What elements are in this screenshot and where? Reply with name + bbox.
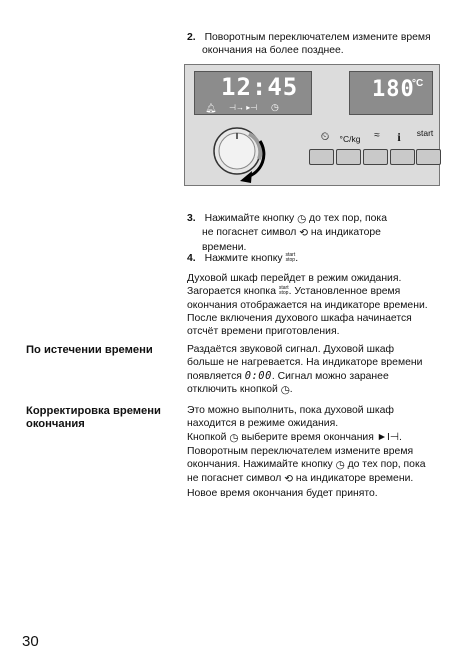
bell-icon: 🔔︎ [205, 103, 217, 113]
section-body: Раздаётся звуковой сигнал. Духовой шкаф больше не нагревается. На индикаторе времени появляется 0:00. Сигнал можно заранее отключить кнопкой ◷. [187, 344, 423, 396]
cycle-arrows-icon: ⟲ [284, 474, 293, 486]
clock-icon: ◷ [271, 102, 279, 112]
rotary-knob[interactable] [207, 119, 277, 185]
clock-icon: ◷ [280, 384, 290, 396]
clock-icon: ◷ [297, 214, 307, 225]
step-number: 2. [187, 32, 196, 43]
section-heading: По истечении времени [26, 344, 153, 356]
start-stop-icon: start stop [278, 285, 289, 297]
step-text: времени. [202, 241, 247, 253]
section-heading: Корректировка времени окончания [26, 405, 161, 430]
start-label: start [416, 128, 434, 138]
step-number: 3. [187, 213, 196, 224]
time-display [194, 71, 312, 115]
cycle-arrows-icon: ⟲ [299, 228, 308, 240]
temperature-display [349, 71, 433, 115]
step-4: 4. Нажмите кнопку start stop. [187, 252, 299, 264]
duration-indicators: ⊣→ ▸⊣ [229, 103, 258, 112]
timer-icon: ⏲ [320, 131, 330, 143]
standby-paragraph: Духовой шкаф перейдет в режим ожидания. Загорается кнопка start stop. Установленное время окончания отображается на индикаторе времени. После включения духового шкафа начинается отсчёт времени приготовления. [187, 273, 428, 338]
step-text: Поворотным переключателем измените время [204, 32, 431, 43]
step-number: 4. [187, 253, 196, 264]
step-2 [187, 31, 447, 58]
time-digits: 12:45 [221, 73, 299, 101]
heat-icon: ≈ [374, 130, 380, 141]
page-number: 30 [22, 633, 39, 650]
temperature-digits: 180 [372, 77, 415, 102]
step-text: Нажимайте кнопку [204, 213, 295, 224]
oven-control-panel [184, 64, 440, 186]
info-icon: i [397, 130, 401, 144]
clock-icon: ◷ [229, 432, 239, 444]
info-button[interactable] [390, 149, 415, 165]
clock-icon: ◷ [335, 460, 345, 472]
step-text: Нажмите кнопку [204, 253, 283, 264]
heat-button[interactable] [363, 149, 388, 165]
step-text: на индикаторе [310, 227, 381, 239]
section-body: Это можно выполнить, пока духовой шкаф находится в режиме ожидания. Кнопкой ◷ выберите время окончания ►I⊣. Поворотным переключателем измените время окончания. Нажимайте кнопку ◷ до тех пор, пока не погаснет символ ⟲ на индикаторе времени. Новое время окончания будет принято. [187, 405, 426, 499]
step-text: не погаснет символ [202, 227, 297, 239]
timer-button[interactable] [309, 149, 334, 165]
step-text: до тех пор, пока [309, 213, 387, 224]
celsius-kg-button[interactable] [336, 149, 361, 165]
start-stop-icon: start stop [285, 252, 296, 263]
step-3 [187, 212, 447, 254]
celsius-kg-label: °C/kg [339, 134, 361, 144]
time-readout: 0:00 [244, 369, 272, 382]
temperature-unit: °C [412, 78, 424, 89]
step-text: окончания на более позднее. [202, 45, 344, 57]
start-stop-button[interactable] [416, 149, 441, 165]
